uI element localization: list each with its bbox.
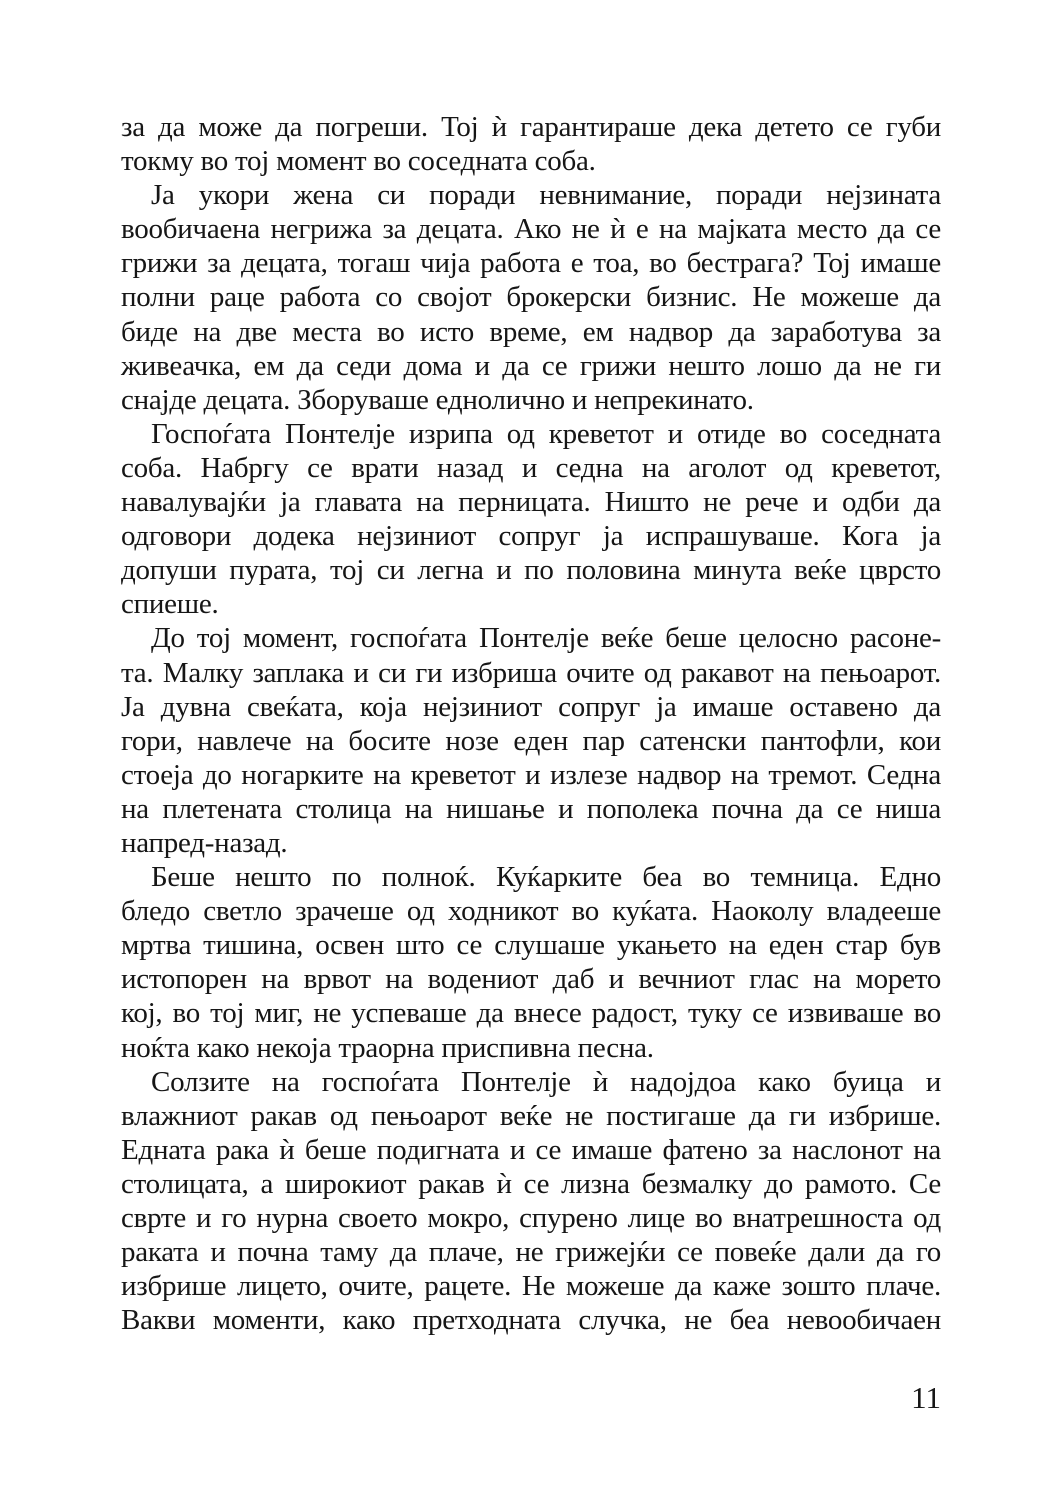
text-line: Едната рака ѝ беше подигната и се имаше фатено за наслонот на [121, 1133, 941, 1166]
text-line: соба. Набргу се врати назад и седна на аголот од креветот, [121, 451, 941, 484]
text-line: истопорен на врвот на водениот даб и вечниот глас на морето [121, 963, 941, 996]
text-line: Солзите на госпоѓата Понтелје ѝ надојдоа како буица и [151, 1065, 941, 1098]
text-line: на плетената столица на нишање и пополека почна да се ниша [121, 792, 941, 825]
text-line: мртва тишина, освен што се слушаше укањето на еден стар був [121, 929, 941, 962]
text-line: влажниот ракав од пењоарот веќе не постигаше да ги избрише. [121, 1099, 941, 1132]
text-line: биде на две места во исто време, ем надвор да заработува за [121, 315, 941, 348]
text-line: столицата, а широкиот ракав ѝ се лизна безмалку до рамото. Се [121, 1167, 941, 1200]
text-line: напред-назад. [121, 826, 288, 859]
text-line: та. Малку заплака и си ги избриша очите од ракавот на пењоарот. [121, 656, 941, 689]
text-line: стоеја до ногарките на креветот и излезе надвор на тремот. Седна [121, 758, 941, 791]
text-line: гори, навлече на босите нозе еден пар сатенски пантофли, кои [121, 724, 941, 757]
text-line: одговори додека нејзиниот сопруг ја испрашуваше. Кога ја [121, 520, 941, 553]
text-line: допуши пурата, тој си легна и по половина минута веќе цврсто [121, 554, 941, 587]
text-line: До тој момент, госпоѓата Понтелје веќе беше целосно расоне- [151, 622, 941, 655]
text-line: живеачка, ем да седи дома и да се грижи нешто лошо да не ги [121, 349, 941, 382]
text-line: навалувајќи ја главата на перницата. Ништо не рече и одби да [121, 486, 941, 519]
text-line: Госпоѓата Понтелје изрипа од креветот и отиде во соседната [151, 417, 941, 450]
text-line: Ја дувна свеќата, која нејзиниот сопруг ја имаше оставено да [121, 690, 941, 723]
text-line: полни раце работа со својот брокерски бизнис. Не можеше да [121, 281, 941, 314]
text-line: раката и почна таму да плаче, не грижејќи се повеќе дали да го [121, 1236, 941, 1269]
text-line: токму во тој момент во соседната соба. [121, 145, 596, 178]
text-line: кој, во тој миг, не успеваше да внесе радост, туку се извиваше во [121, 997, 941, 1030]
text-line: вообичаена негрижа за децата. Ако не ѝ е на мајката место да се [121, 213, 941, 246]
text-line: сврте и го нурна своето мокро, спурено лице во внатрешноста од [121, 1202, 941, 1234]
text-line: грижи за децата, тогаш чија работа е тоа, во бестрага? Тој имаше [121, 247, 941, 280]
page-number: 11 [911, 1380, 941, 1415]
text-line: Ја укори жена си поради невнимание, поради нејзината [151, 179, 941, 212]
text-line: избрише лицето, очите, рацете. Не можеше да каже зошто плаче. [121, 1270, 941, 1303]
text-line: Беше нешто по полноќ. Куќарките беа во темница. Едно [151, 861, 941, 894]
text-line: ноќта како некоја траорна приспивна песна. [121, 1031, 654, 1064]
text-line: за да може да погреши. Тој ѝ гарантираше дека детето се губи [121, 111, 941, 143]
page-text [121, 110, 941, 1337]
text-line: бледо светло зрачеше од ходникот во куќата. Наоколу владееше [121, 895, 941, 928]
text-line: снајде децата. Зборуваше еднолично и непрекинато. [121, 383, 754, 416]
text-line: Вакви моменти, како претходната случка, не беа невообичаен [121, 1304, 941, 1337]
text-line: спиеше. [121, 588, 219, 621]
